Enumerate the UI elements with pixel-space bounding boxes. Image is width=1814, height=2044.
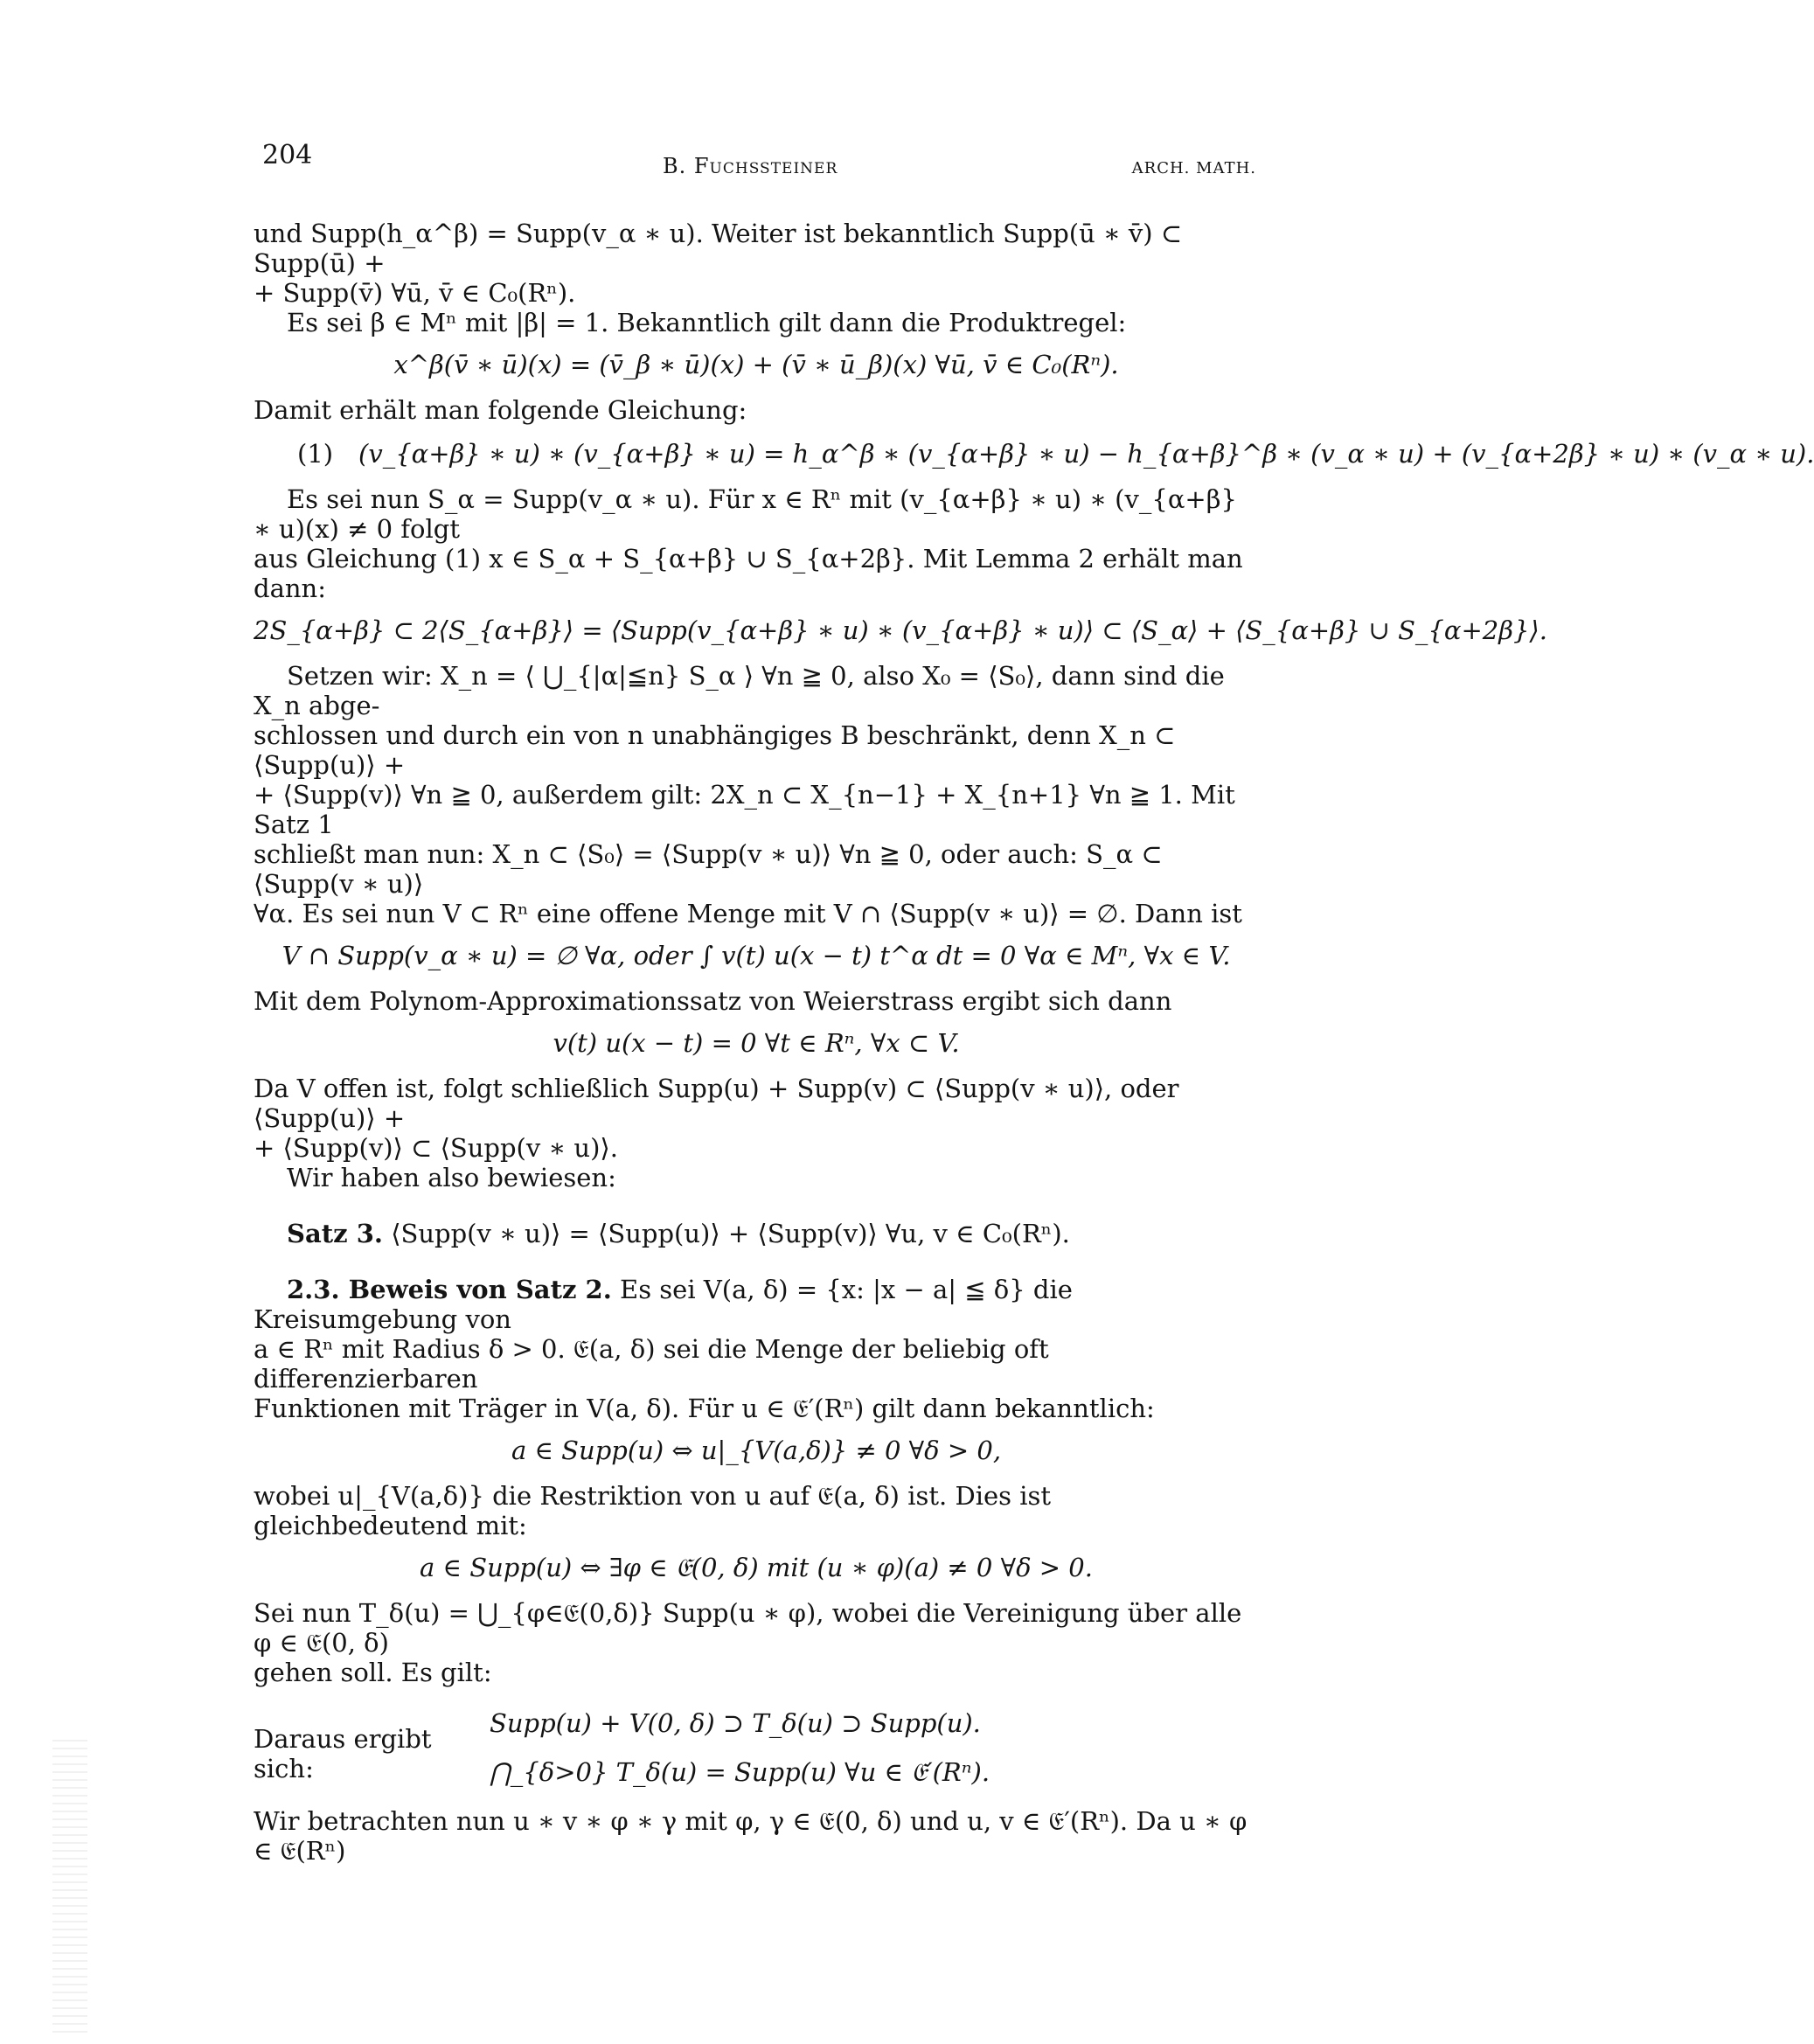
section-heading: 2.3. Beweis von Satz 2. [287,1275,612,1304]
text-line: Es sei nun S_α = Supp(v_α ∗ u). Für x ∈ Rⁿ mit (v_{α+β} ∗ u) ∗ (v_{α+β} ∗ u)(x) ≠ 0 folgt [254,484,1237,544]
running-journal: ARCH. MATH. [1131,159,1256,177]
theorem-statement: ⟨Supp(v ∗ u)⟩ = ⟨Supp(u)⟩ + ⟨Supp(v)⟩ ∀u, v ∈ C₀(Rⁿ). [391,1219,1070,1248]
page-number: 204 [262,140,313,170]
running-header [254,140,1256,178]
text-line: Funktionen mit Träger in V(a, δ). Für u ∈ 𝔈′(Rⁿ) gilt dann bekanntlich: [254,1394,1155,1423]
section-2-3 [254,1275,1259,1334]
equation-number: (1) [297,439,334,469]
text-line: gehen soll. Es gilt: [254,1658,492,1687]
theorem-satz-3 [254,1219,1259,1248]
scan-bleed [52,1740,87,2037]
text-line: Wir betrachten nun u ∗ v ∗ φ ∗ γ mit φ, γ ∈ 𝔈(0, δ) und u, v ∈ 𝔈′(Rⁿ). Da u ∗ φ ∈ 𝔈(Rⁿ) [254,1806,1248,1866]
text-line: schließt man nun: X_n ⊂ ⟨S₀⟩ = ⟨Supp(v ∗ u)⟩ ∀n ≧ 0, oder auch: S_α ⊂ ⟨Supp(v ∗ u)⟩ [254,839,1163,899]
equation-inclusion: Supp(u) + V(0, δ) ⊃ T_δ(u) ⊃ Supp(u). [490,1708,981,1738]
text-line: Mit dem Polynom-Approximationssatz von Weierstrass ergibt sich dann [254,986,1172,1016]
body-text [254,219,1814,1866]
text-line: schlossen und durch ein von n unabhängiges B beschränkt, denn X_n ⊂ ⟨Supp(u)⟩ + [254,720,1176,780]
text-line: Setzen wir: X_n = ⟨ ⋃_{|α|≦n} S_α ⟩ ∀n ≧ 0, also X₀ = ⟨S₀⟩, dann sind die X_n abge- [254,661,1225,720]
equation-weierstrass: v(t) u(x − t) = 0 ∀t ∈ Rⁿ, ∀x ⊂ V. [553,1028,960,1058]
equation-intersection: ⋂_{δ>0} T_δ(u) = Supp(u) ∀u ∈ 𝔈′(Rⁿ). [490,1757,990,1787]
text-line: ∀α. Es sei nun V ⊂ Rⁿ eine offene Menge mit V ∩ ⟨Supp(v ∗ u)⟩ = ∅. Dann ist [254,899,1242,928]
text-line: + ⟨Supp(v)⟩ ∀n ≧ 0, außerdem gilt: 2X_n ⊂ X_{n−1} + X_{n+1} ∀n ≧ 1. Mit Satz 1 [254,780,1235,839]
text-line: wobei u|_{V(a,δ)} die Restriktion von u auf 𝔈(a, δ) ist. Dies ist gleichbedeutend mit: [254,1481,1052,1540]
equation-group [490,1701,1259,1806]
derived-block [254,1701,1259,1806]
theorem-label: Satz 3. [287,1219,383,1248]
text-line: + ⟨Supp(v)⟩ ⊂ ⟨Supp(v ∗ u)⟩. [254,1133,618,1163]
text-line: Wir haben also bewiesen: [287,1163,616,1192]
equation-1 [254,439,1814,469]
text-line: Daraus ergibt sich: [254,1724,432,1783]
text-line: und Supp(h_α^β) = Supp(v_α ∗ u). Weiter ist bekanntlich Supp(ū ∗ v̄) ⊂ Supp(ū) + [254,219,1183,278]
text-line: Da V offen ist, folgt schließlich Supp(u) + Supp(v) ⊂ ⟨Supp(v ∗ u)⟩, oder ⟨Supp(u)⟩ + [254,1074,1179,1133]
equation-support-a: a ∈ Supp(u) ⇔ u|_{V(a,δ)} ≠ 0 ∀δ > 0, [511,1436,1002,1465]
equation-product-rule: x^β(v̄ ∗ ū)(x) = (v̄_β ∗ ū)(x) + (v̄ ∗ ū_β)(x) ∀ū, v̄ ∈ C₀(Rⁿ). [393,350,1119,379]
equation-lemma: 2S_{α+β} ⊂ 2⟨S_{α+β}⟩ = ⟨Supp(v_{α+β} ∗ u) ∗ (v_{α+β} ∗ u)⟩ ⊂ ⟨S_α⟩ + ⟨S_{α+β} ∪ S_{α+2β}⟩. [254,615,1547,645]
equation-support-b: a ∈ Supp(u) ⇔ ∃φ ∈ 𝔈(0, δ) mit (u ∗ φ)(a) ≠ 0 ∀δ > 0. [420,1553,1093,1582]
equation-integral: V ∩ Supp(v_α ∗ u) = ∅ ∀α, oder ∫ v(t) u(x − t) t^α dt = 0 ∀α ∈ Mⁿ, ∀x ∈ V. [281,941,1231,970]
text-line: Es sei β ∈ Mⁿ mit |β| = 1. Bekanntlich gilt dann die Produktregel: [287,308,1127,337]
text-line: a ∈ Rⁿ mit Radius δ > 0. 𝔈(a, δ) sei die Menge der beliebig oft differenzierbaren [254,1334,1049,1394]
text-line: + Supp(v̄) ∀ū, v̄ ∈ C₀(Rⁿ). [254,278,576,308]
equation-1-body: (v_{α+β} ∗ u) ∗ (v_{α+β} ∗ u) = h_α^β ∗ (v_{α+β} ∗ u) − h_{α+β}^β ∗ (v_α ∗ u) + (v_{α+2β} ∗ u) ∗ (v_α ∗ u). [358,439,1814,469]
text-line: Damit erhält man folgende Gleichung: [254,395,747,425]
running-author: B. Fuchssteiner [663,154,838,178]
section-text: Es sei V(a, δ) = {x: |x − a| ≦ δ} die Kreisumgebung von [254,1275,1073,1334]
text-line: Sei nun T_δ(u) = ⋃_{φ∈𝔈(0,δ)} Supp(u ∗ φ), wobei die Vereinigung über alle φ ∈ 𝔈(0, δ) [254,1598,1242,1658]
text-line: aus Gleichung (1) x ∈ S_α + S_{α+β} ∪ S_{α+2β}. Mit Lemma 2 erhält man dann: [254,544,1243,603]
